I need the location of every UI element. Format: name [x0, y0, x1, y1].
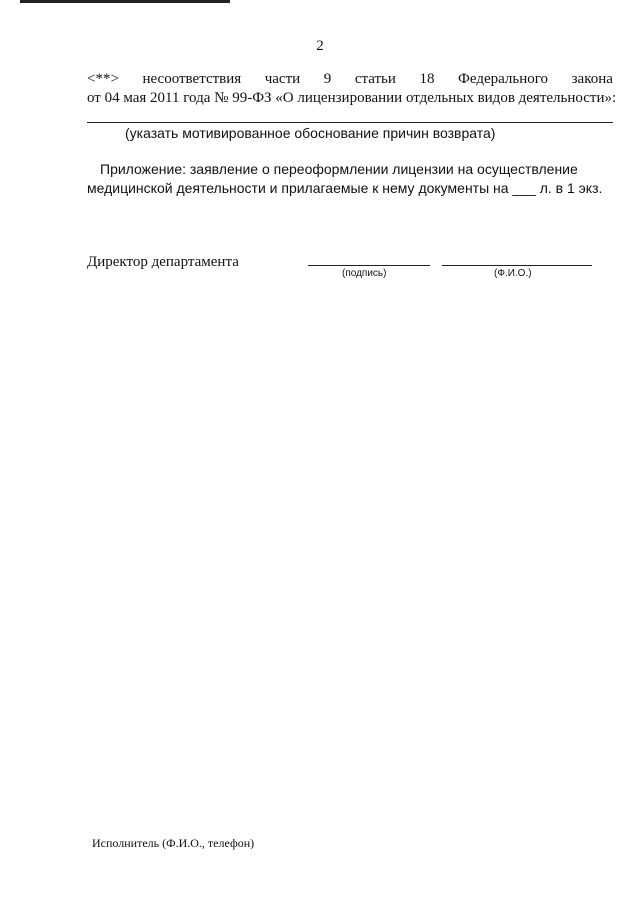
- reason-word: <**>: [87, 71, 119, 87]
- reason-line-2: от 04 мая 2011 года № 99-ФЗ «О лицензировании отдельных видов деятельности»:: [87, 90, 617, 106]
- reason-fill-line: [87, 122, 613, 123]
- reason-word: статьи: [354, 71, 396, 87]
- attachment-line-1: Приложение: заявление о переоформлении лицензии на осуществление: [100, 161, 578, 177]
- reason-word: закона: [571, 71, 613, 87]
- reason-word: несоответствия: [142, 71, 242, 87]
- reason-word: 18: [419, 71, 435, 87]
- reason-word: части: [264, 71, 301, 87]
- attachment-paragraph: [87, 160, 613, 198]
- scan-edge-mark: [20, 0, 230, 3]
- reason-word: Федерального: [458, 71, 549, 87]
- signature-caption: (подпись): [342, 268, 387, 279]
- attachment-line-2: медицинской деятельности и прилагаемые к нему документы на ___ л. в 1 экз.: [87, 180, 603, 196]
- name-caption: (Ф.И.О.): [494, 268, 532, 279]
- director-title: Директор департамента: [87, 254, 239, 270]
- reason-line-1: [87, 70, 613, 89]
- name-line: [442, 265, 592, 266]
- reason-word: 9: [323, 71, 332, 87]
- page-number: 2: [316, 38, 324, 54]
- reason-paragraph: [87, 70, 617, 108]
- reason-caption: (указать мотивированное обоснование причин возврата): [125, 125, 496, 141]
- executor-line: Исполнитель (Ф.И.О., телефон): [92, 836, 255, 850]
- signature-line: [308, 265, 430, 266]
